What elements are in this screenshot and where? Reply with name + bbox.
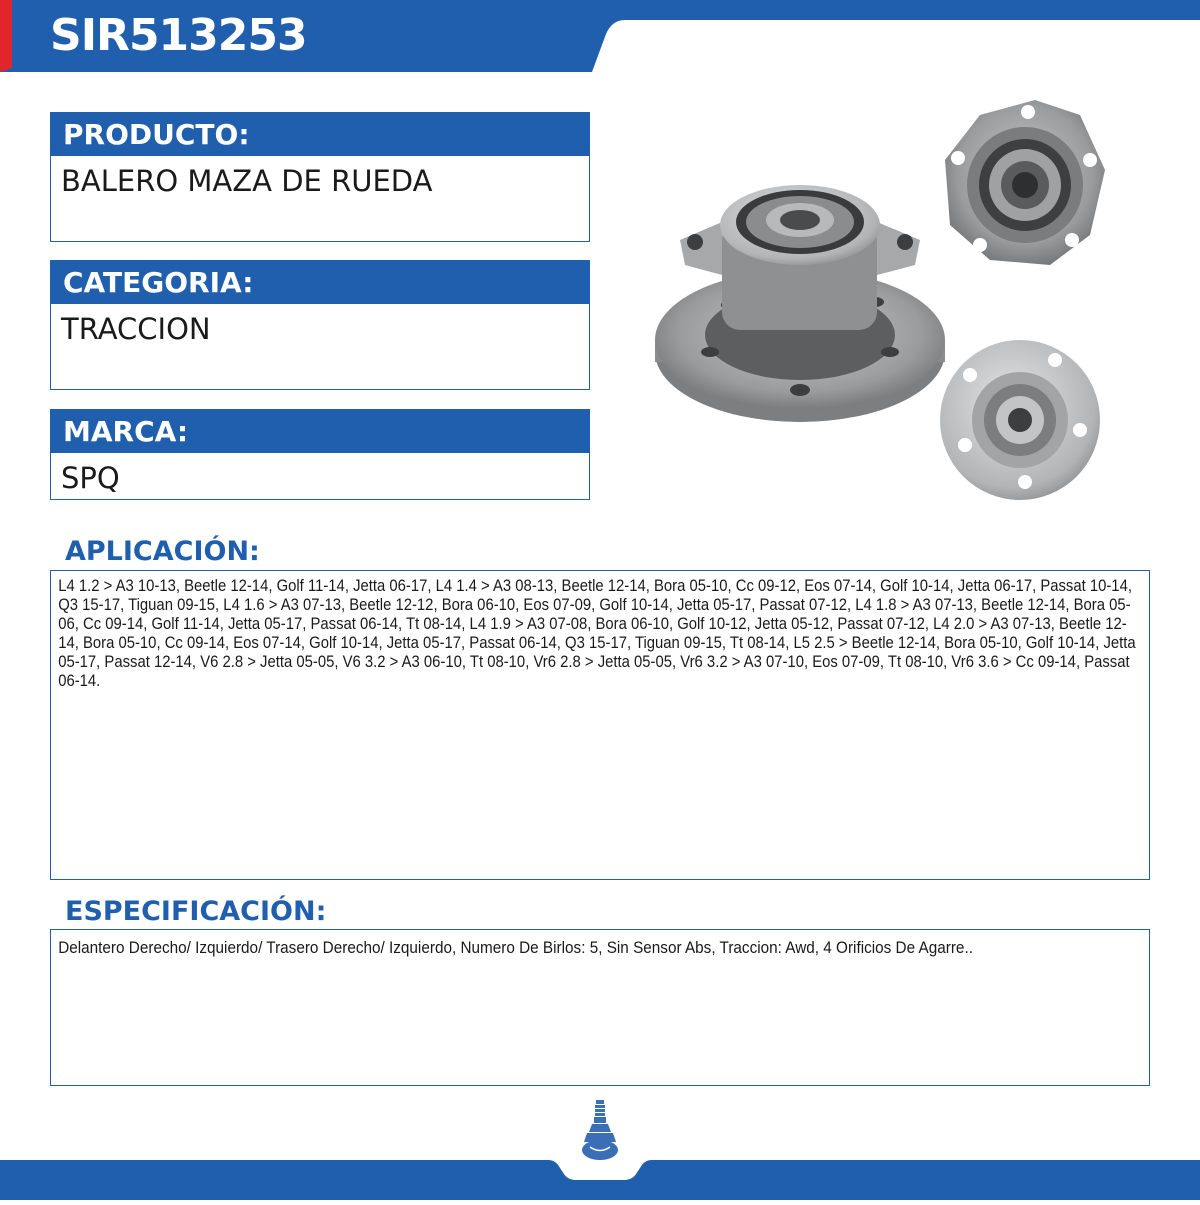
field-categoria bbox=[50, 260, 590, 390]
hub-front-view bbox=[940, 340, 1100, 500]
cv-joint-icon bbox=[578, 1100, 622, 1164]
aplicacion-title: APLICACIÓN: bbox=[65, 536, 260, 567]
especificacion-box bbox=[50, 929, 1150, 1086]
field-producto-value: BALERO MAZA DE RUEDA bbox=[50, 156, 590, 242]
especificacion-title: ESPECIFICACIÓN: bbox=[65, 896, 327, 927]
hub-main-view bbox=[655, 185, 945, 422]
hub-back-view bbox=[945, 100, 1105, 265]
field-marca bbox=[50, 409, 590, 500]
field-categoria-value: TRACCION bbox=[50, 304, 590, 390]
field-marca-value: SPQ bbox=[50, 453, 590, 500]
aplicacion-text: L4 1.2 > A3 10-13, Beetle 12-14, Golf 11-14, Jetta 06-17, L4 1.4 > A3 08-13, Beetle 12-14, Bora 05-10, Cc 09-12, Eos 07-14, Golf 10-14, Jetta 06-17, Passat 10-14, Q3 15-17, Tiguan 09-15, L4 1.6 > A3 07-13, Beetle 12-12, Bora 06-10, Eos 07-09, Golf 10-14, Jetta 05-17, Passat 07-12, L4 1.8 > A3 07-13, Beetle 12-14, Bora 05-06, Cc 09-14, Golf 11-14, Jetta 05-17, Passat 06-14, Tt 08-14, L4 1.9 > A3 07-08, Bora 06-10, Golf 10-12, Jetta 05-12, Passat 07-12, L4 2.0 > A3 07-13, Beetle 12-14, Bora 05-10, Cc 09-14, Eos 07-14, Golf 10-14, Jetta 05-17, Passat 06-14, Q3 15-17, Tiguan 09-15, Tt 08-14, L5 2.5 > Beetle 12-14, Bora 05-10, Golf 10-14, Jetta 05-17, Passat 12-14, V6 2.8 > Jetta 05-05, V6 3.2 > A3 06-10, Tt 08-10, Vr6 2.8 > Jetta 05-05, Vr6 3.2 > A3 07-10, Eos 07-09, Tt 08-10, Vr6 3.6 > Cc 09-14, Passat 06-14. bbox=[58, 577, 1136, 690]
product-sku: SIR513253 bbox=[50, 10, 307, 61]
aplicacion-box bbox=[50, 570, 1150, 880]
field-producto bbox=[50, 112, 590, 242]
especificacion-text: Delantero Derecho/ Izquierdo/ Trasero Derecho/ Izquierdo, Numero De Birlos: 5, Sin Sensor Abs, Traccion: Awd, 4 Orificios De Agarre.. bbox=[58, 938, 973, 957]
field-marca-label: MARCA: bbox=[50, 409, 590, 453]
wheel-hub-bearing-image bbox=[650, 90, 1150, 510]
footer-category-label: TRACCIÓN bbox=[567, 1164, 633, 1179]
field-producto-label: PRODUCTO: bbox=[50, 112, 590, 156]
field-categoria-label: CATEGORIA: bbox=[50, 260, 590, 304]
